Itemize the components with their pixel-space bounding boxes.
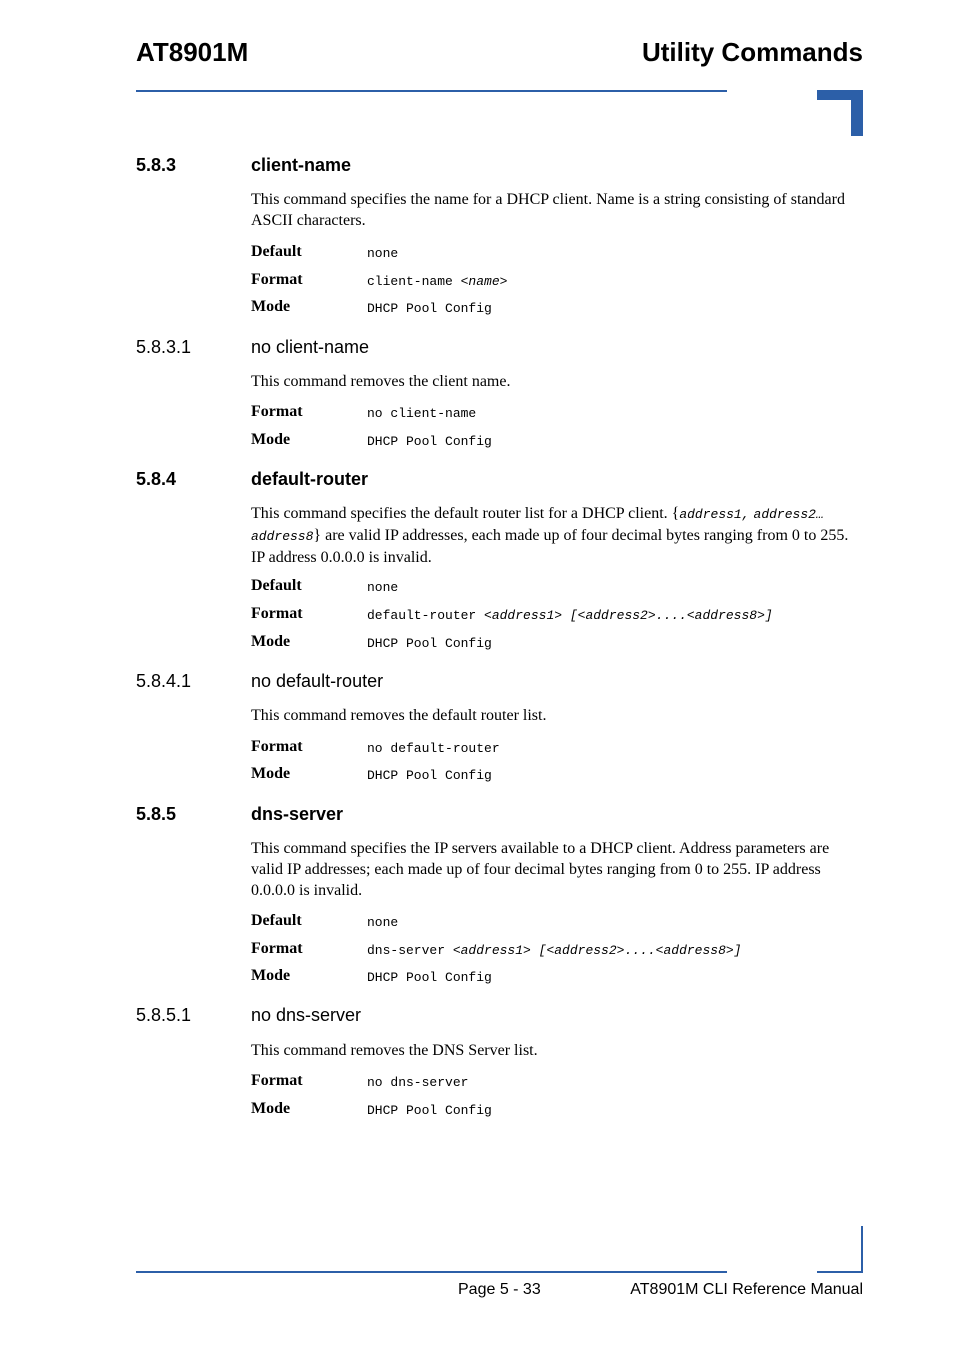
subsection-title: no dns-server [251, 1005, 362, 1025]
mode-label: Mode [251, 967, 291, 984]
format-label: Format [251, 738, 303, 755]
mode-label: Mode [251, 765, 291, 782]
manual-title: AT8901M CLI Reference Manual [630, 1281, 863, 1298]
format-label: Format [251, 940, 303, 957]
header-corner-mark [817, 90, 863, 136]
mode-value: DHCP Pool Config [367, 434, 492, 449]
mode-row [251, 429, 863, 451]
format-label: Format [251, 605, 303, 622]
mode-row [251, 965, 863, 987]
mode-value: DHCP Pool Config [367, 970, 492, 985]
default-value: none [367, 580, 399, 595]
format-row [251, 1070, 863, 1092]
default-row [251, 241, 863, 263]
mode-label: Mode [251, 633, 291, 650]
default-row [251, 910, 863, 932]
format-argument: <address1> [<address2>....<address8>] [452, 943, 742, 958]
format-value [367, 940, 741, 962]
mode-row [251, 296, 863, 318]
default-label: Default [251, 577, 302, 594]
page-number: Page 5 - 33 [458, 1281, 541, 1298]
section-number: 5.8.4 [136, 469, 177, 489]
default-label: Default [251, 912, 302, 929]
format-command: client-name [367, 274, 461, 289]
section-number: 5.8.5 [136, 804, 177, 824]
section-description: This command removes the DNS Server list. [251, 1042, 538, 1059]
footer-corner-mark [817, 1226, 863, 1273]
default-value: none [367, 915, 399, 930]
section-description: This command removes the client name. [251, 373, 511, 390]
mode-label: Mode [251, 298, 291, 315]
format-argument: <address1> [<address2>....<address8>] [484, 608, 773, 623]
section-description: This command specifies the IP servers available to a DHCP client. Address parameters are valid IP addresses; each made up of four decimal bytes ranging from 0 to 255. IP address 0.0.0.0 is invalid. [251, 840, 830, 899]
footer-rule [136, 1271, 727, 1273]
default-row [251, 575, 863, 597]
section-title: default-router [251, 469, 368, 489]
mode-value: DHCP Pool Config [367, 636, 492, 651]
format-command: dns-server [367, 943, 453, 958]
format-command: default-router [367, 608, 485, 623]
mode-value: DHCP Pool Config [367, 1103, 492, 1118]
section-title: client-name [251, 155, 352, 175]
format-argument: <name> [460, 274, 508, 289]
format-value: no dns-server [367, 1075, 469, 1090]
mode-row [251, 1098, 863, 1120]
default-value: none [367, 246, 399, 261]
description-text: } are valid IP addresses, each made up of four decimal bytes ranging from 0 to 255. IP address 0.0.0.0 is invalid. [251, 527, 849, 566]
format-row [251, 269, 863, 291]
section-description [251, 503, 863, 568]
subsection-number: 5.8.3.1 [136, 337, 192, 357]
subsection-title: no default-router [251, 671, 384, 691]
format-value [367, 605, 773, 627]
mode-label: Mode [251, 1100, 291, 1117]
format-row [251, 736, 863, 758]
format-row [251, 603, 863, 625]
chapter-title: Utility Commands [641, 37, 863, 67]
description-argument: address1, [679, 507, 750, 522]
header-rule [136, 90, 727, 92]
format-value: no default-router [367, 741, 500, 756]
default-label: Default [251, 243, 302, 260]
mode-value: DHCP Pool Config [367, 301, 492, 316]
mode-value: DHCP Pool Config [367, 768, 492, 783]
mode-row [251, 763, 863, 785]
section-description: This command removes the default router list. [251, 707, 547, 724]
description-text: This command specifies the default router list for a DHCP client. { [251, 505, 680, 522]
format-row [251, 401, 863, 423]
section-number: 5.8.3 [136, 155, 177, 175]
subsection-number: 5.8.4.1 [136, 671, 192, 691]
mode-label: Mode [251, 431, 291, 448]
description-argument: address2… address8 [251, 507, 824, 544]
mode-row [251, 631, 863, 653]
format-label: Format [251, 403, 303, 420]
format-row [251, 938, 863, 960]
format-value [367, 271, 507, 293]
document-title: AT8901M [136, 37, 249, 67]
subsection-number: 5.8.5.1 [136, 1005, 192, 1025]
format-label: Format [251, 1072, 303, 1089]
subsection-title: no client-name [251, 337, 370, 357]
section-title: dns-server [251, 804, 344, 824]
format-label: Format [251, 271, 303, 288]
format-value: no client-name [367, 406, 477, 421]
section-description: This command specifies the name for a DHCP client. Name is a string consisting of standard ASCII characters. [251, 191, 845, 229]
